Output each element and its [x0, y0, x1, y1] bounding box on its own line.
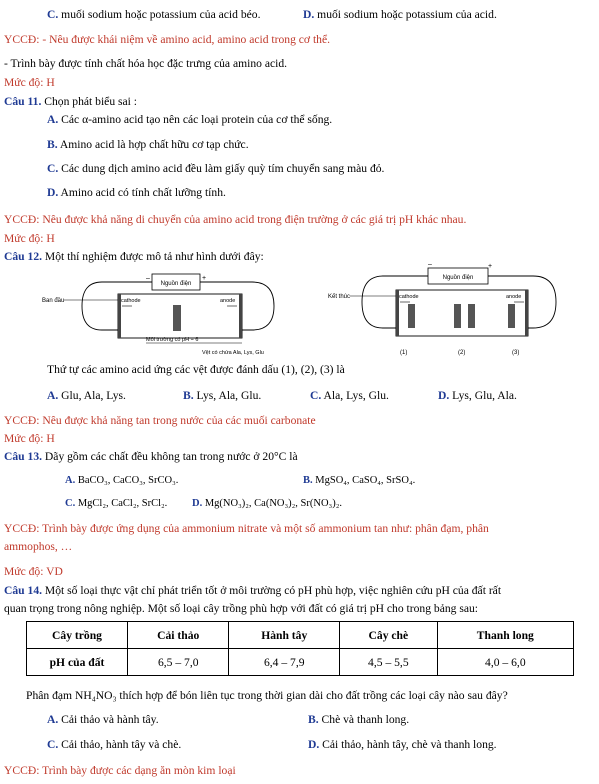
q13-option-d: D. Mg(NO₃)₂, Ca(NO₃)₂, Sr(NO₃)₂. [192, 498, 342, 509]
q13-option-b: B. MgSO₄, CaSO₄, SrSO₄. [303, 475, 416, 486]
spot-2 [454, 304, 461, 328]
yccd-1: YCCĐ: - Nêu được khái niệm về amino acid, amino acid trong cơ thể. [4, 33, 331, 46]
fig-right-plus: + [488, 263, 493, 270]
level-1: Mức độ: H [4, 76, 55, 89]
q14-option-a: A. Cải thảo và hành tây. [47, 713, 159, 726]
fig-left-start-label: Ban đầu [42, 298, 65, 304]
spot-2b [468, 304, 475, 328]
question-14-cont: quan trọng trong nông nghiệp. Một số loại cây trồng phù hợp với đất có giá trị pH cho trong bảng sau: [4, 602, 479, 615]
q14-option-c: C. Cải thảo, hành tây và chè. [47, 738, 182, 751]
table-cell: Cây chè [340, 622, 438, 649]
q12-option-c: C. Ala, Lys, Glu. [310, 389, 389, 402]
table-cell: Cây trồng [27, 622, 128, 649]
question-11: Câu 11. Chọn phát biểu sai : [4, 95, 138, 108]
q11-option-a: A. Các α-amino acid tạo nên các loại protein của cơ thể sống. [47, 113, 333, 126]
fig-left-medium: Môi trường có pH = 6 [146, 337, 199, 343]
q12-option-a: A. Glu, Ala, Lys. [47, 389, 126, 402]
spot-3 [508, 304, 515, 328]
yccd-2: YCCĐ: Nêu được khả năng di chuyển của amino acid trong điện trường ở các giá trị pH khác nhau. [4, 213, 467, 226]
question-14: Câu 14. Một số loại thực vật chỉ phát triển tốt ở môi trường có pH phù hợp, việc nghiên cứu pH của đất rất [4, 584, 502, 597]
fig-right-mark-2: (2) [458, 350, 466, 356]
yccd-4-b: ammophos, … [4, 540, 73, 553]
table-cell: 4,0 – 6,0 [437, 649, 573, 676]
table-cell: 6,5 – 7,0 [128, 649, 229, 676]
table-cell: pH của đất [27, 649, 128, 676]
table-cell: 4,5 – 5,5 [340, 649, 438, 676]
table-cell: Thanh long [437, 622, 573, 649]
fig-right-cathode: cathode [399, 294, 419, 300]
q13-option-c: C. MgCl₂, CaCl₂, SrCl₂. [65, 498, 168, 509]
q10-option-d: D. muối sodium hoặc potassium của acid. [303, 8, 497, 21]
q14-option-b: B. Chè và thanh long. [308, 713, 410, 726]
fig-left-spot: Vệt có chứa Ala, Lys, Glu [202, 350, 264, 356]
fig-right-anode: anode [506, 294, 522, 300]
level-2: Mức độ: H [4, 232, 55, 245]
q11-option-b: B. Amino acid là hợp chất hữu cơ tạp chức. [47, 138, 249, 151]
table-cell: Hành tây [229, 622, 340, 649]
q11-option-d: D. Amino acid có tính chất lưỡng tính. [47, 186, 226, 199]
fig-left-plus: + [202, 275, 207, 282]
yccd-5: YCCĐ: Trình bày được các dạng ăn mòn kim loại [4, 764, 236, 777]
table-cell: 6,4 – 7,9 [229, 649, 340, 676]
spot-1 [408, 304, 415, 328]
q10-option-c: C. muối sodium hoặc potassium của acid béo. [47, 8, 261, 21]
yccd-3: YCCĐ: Nêu được khả năng tan trong nước của các muối carbonate [4, 414, 316, 427]
fig-right-mark-1: (1) [400, 350, 408, 356]
yccd-4: YCCĐ: Trình bày được ứng dụng của ammonium nitrate và một số ammonium tan như: phân đạm, phân [4, 522, 489, 535]
q12-option-b: B. Lys, Ala, Glu. [183, 389, 262, 402]
fig-left-anode: anode [220, 298, 236, 304]
experiment-figure-end [328, 262, 578, 358]
fig-right-mark-3: (3) [512, 350, 520, 356]
table-row [27, 649, 574, 676]
ph-table [26, 621, 574, 676]
q11-option-c: C. Các dung dịch amino acid đều làm giấy quỳ tím chuyển sang màu đỏ. [47, 162, 385, 175]
q12-stem: Thứ tự các amino acid ứng các vệt được đánh dấu (1), (2), (3) là [47, 363, 345, 376]
fig-right-source: Nguồn điện [442, 275, 474, 281]
q13-option-a: A. BaCO₃, CaCO₃, SrCO₃. [65, 475, 179, 486]
q14-option-d: D. Cải thảo, hành tây, chè và thanh long. [308, 738, 497, 751]
question-13: Câu 13. Dãy gồm các chất đều không tan trong nước ở 20°C là [4, 450, 298, 463]
question-12: Câu 12. Một thí nghiệm được mô tả như hình dưới đây: [4, 250, 264, 263]
experiment-figure-start [42, 266, 312, 358]
table-cell: Cải thảo [128, 622, 229, 649]
fig-left-source: Nguồn điện [160, 281, 192, 287]
q14-stem: Phân đạm NH₄NO₃ thích hợp để bón liên tục trong thời gian dài cho đất trồng các loại cây nào sau đây? [26, 689, 508, 702]
level-3: Mức độ: H [4, 432, 55, 445]
yccd-1-b: - Trình bày được tính chất hóa học đặc trưng của amino acid. [4, 57, 288, 70]
fig-left-cathode: cathode [121, 298, 141, 304]
q12-option-d: D. Lys, Glu, Ala. [438, 389, 517, 402]
table-header-row [27, 622, 574, 649]
fig-left-minus: – [146, 275, 150, 282]
level-4: Mức độ: VD [4, 565, 63, 578]
fig-right-minus: – [428, 262, 432, 268]
fig-right-end-label: Kết thúc [328, 294, 351, 300]
